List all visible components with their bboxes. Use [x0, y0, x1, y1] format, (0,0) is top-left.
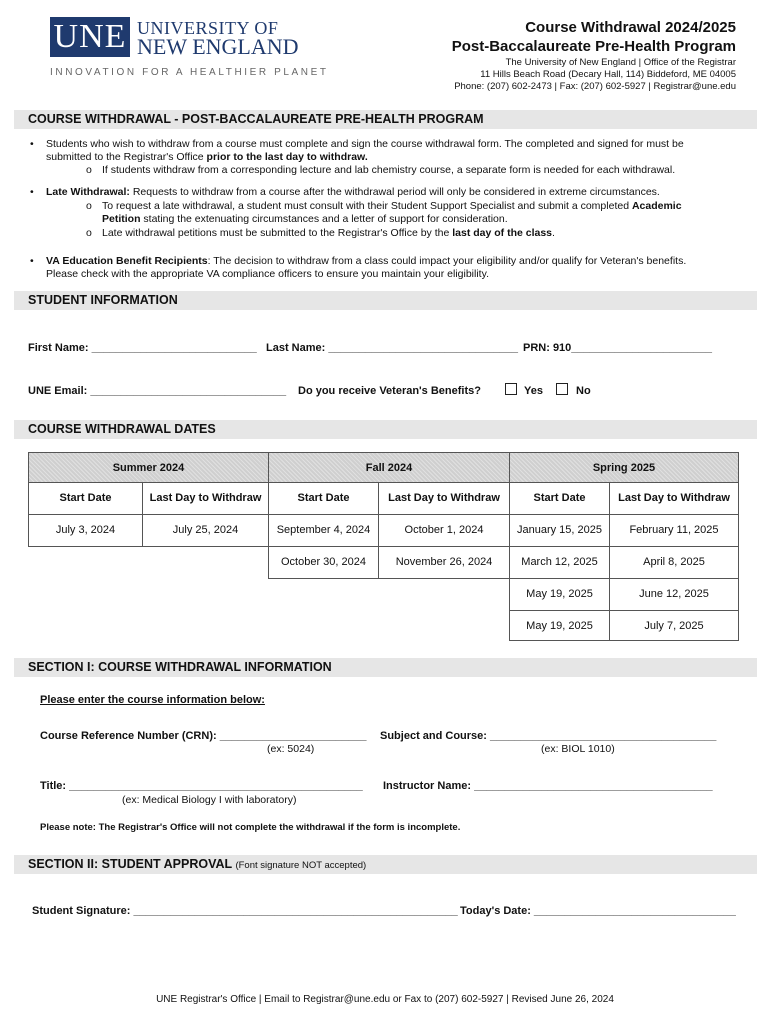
spring-start-date: May 19, 2025	[509, 578, 610, 611]
todays-date-field[interactable]: Today's Date: _________________________________	[460, 905, 736, 917]
fall-last-day: October 1, 2024	[378, 514, 510, 547]
fall-start-date: September 4, 2024	[268, 514, 379, 547]
spring-start-date: May 19, 2025	[509, 610, 610, 641]
policy-heading: COURSE WITHDRAWAL - POST-BACCALAUREATE PRE-HEALTH PROGRAM	[14, 110, 757, 129]
col-header-start: Start Date	[509, 482, 610, 515]
form-subtitle: Post-Baccalaureate Pre-Health Program	[451, 38, 736, 55]
incomplete-form-note: Please note: The Registrar's Office will not complete the withdrawal if the form is incomplete.	[40, 822, 461, 833]
fall-start-date: October 30, 2024	[268, 546, 379, 579]
logo-line2: NEW ENGLAND	[137, 34, 299, 59]
section1-heading: SECTION I: COURSE WITHDRAWAL INFORMATION	[14, 658, 757, 677]
bullet-icon: •	[30, 255, 34, 267]
veteran-no-label: No	[576, 385, 591, 397]
summer-last-day: July 25, 2024	[142, 514, 269, 547]
policy-bullet-1-sub: If students withdraw from a corresponding lecture and lab chemistry course, a separate form is needed for each withdrawal.	[102, 164, 676, 176]
col-header-last: Last Day to Withdraw	[142, 482, 269, 515]
veteran-benefits-question: Do you receive Veteran's Benefits?	[298, 385, 481, 397]
term-header-fall: Fall 2024	[268, 452, 510, 483]
registrar-office-line: The University of New England | Office of the Registrar	[505, 57, 736, 68]
crn-field[interactable]: Course Reference Number (CRN): ________________________	[40, 730, 367, 742]
policy-bullet-2-sub-1: To request a late withdrawal, a student must consult with their Student Support Specialist and submit a completed Academic Petition stating the extenuating circumstances and a letter of support for consideration.	[102, 200, 682, 225]
page-footer: UNE Registrar's Office | Email to Registrar@une.edu or Fax to (207) 602-5927 | Revised June 26, 2024	[156, 994, 614, 1005]
policy-bullet-2: Late Withdrawal: Requests to withdraw from a course after the withdrawal period will only be considered in extreme circumstances.	[46, 186, 660, 198]
spring-start-date: March 12, 2025	[509, 546, 610, 579]
col-header-start: Start Date	[268, 482, 379, 515]
summer-start-date: July 3, 2024	[28, 514, 143, 547]
registrar-contact-line: Phone: (207) 602-2473 | Fax: (207) 602-5927 | Registrar@une.edu	[454, 81, 736, 92]
section2-heading-note: (Font signature NOT accepted)	[235, 860, 367, 871]
veteran-no-checkbox[interactable]	[556, 383, 568, 395]
veteran-yes-checkbox[interactable]	[505, 383, 517, 395]
col-header-last: Last Day to Withdraw	[378, 482, 510, 515]
last-name-field[interactable]: Last Name: _______________________________	[266, 342, 519, 354]
col-header-last: Last Day to Withdraw	[609, 482, 739, 515]
policy-bullet-2-sub-2: Late withdrawal petitions must be submitted to the Registrar's Office by the last day of the class.	[102, 227, 555, 239]
sub-bullet-icon: o	[86, 227, 92, 239]
une-email-field[interactable]: UNE Email: ________________________________	[28, 385, 287, 397]
veteran-yes-label: Yes	[524, 385, 543, 397]
subject-course-field[interactable]: Subject and Course: _____________________________________	[380, 730, 717, 742]
registrar-address-line: 11 Hills Beach Road (Decary Hall, 114) Biddeford, ME 04005	[480, 69, 736, 80]
student-info-heading: STUDENT INFORMATION	[14, 291, 757, 310]
spring-last-day: February 11, 2025	[609, 514, 739, 547]
section2-heading: SECTION II: STUDENT APPROVAL	[28, 857, 232, 871]
crn-example: (ex: 5024)	[267, 743, 315, 755]
subject-course-example: (ex: BIOL 1010)	[541, 743, 615, 755]
bullet-icon: •	[30, 186, 34, 198]
spring-last-day: July 7, 2025	[609, 610, 739, 641]
course-info-instruction: Please enter the course information below:	[40, 694, 265, 706]
first-name-field[interactable]: First Name: ___________________________	[28, 342, 257, 354]
spring-last-day: June 12, 2025	[609, 578, 739, 611]
term-header-summer: Summer 2024	[28, 452, 269, 483]
policy-bullet-1: Students who wish to withdraw from a course must complete and sign the course withdrawal form. The completed and signed for must be submitted to the Registrar's Office prior to the last day to withdraw.	[46, 138, 684, 163]
spring-last-day: April 8, 2025	[609, 546, 739, 579]
col-header-start: Start Date	[28, 482, 143, 515]
une-logo-mark: UNE	[50, 17, 130, 57]
logo-line1: UNIVERSITY OF	[137, 18, 279, 38]
policy-bullet-3: VA Education Benefit Recipients: The decision to withdraw from a class could impact your eligibility and/or qualify for Veteran's benefits. Please check with the appropriate VA compliance officers to ensure you maintain your eligibility.	[46, 255, 687, 280]
bullet-icon: •	[30, 138, 34, 150]
term-header-spring: Spring 2025	[509, 452, 739, 483]
student-signature-field[interactable]: Student Signature: _____________________________________________________	[32, 905, 458, 917]
title-example: (ex: Medical Biology I with laboratory)	[122, 794, 297, 806]
fall-last-day: November 26, 2024	[378, 546, 510, 579]
sub-bullet-icon: o	[86, 164, 92, 176]
sub-bullet-icon: o	[86, 200, 92, 212]
logo-tagline: INNOVATION FOR A HEALTHIER PLANET	[50, 67, 329, 78]
instructor-name-field[interactable]: Instructor Name: _______________________________________	[383, 780, 713, 792]
form-title: Course Withdrawal 2024/2025	[525, 19, 736, 36]
section2-heading-bar	[14, 855, 757, 874]
prn-field[interactable]: PRN: 910_______________________	[523, 342, 713, 354]
spring-start-date: January 15, 2025	[509, 514, 610, 547]
withdrawal-dates-heading: COURSE WITHDRAWAL DATES	[14, 420, 757, 439]
title-field[interactable]: Title: ________________________________________________	[40, 780, 363, 792]
